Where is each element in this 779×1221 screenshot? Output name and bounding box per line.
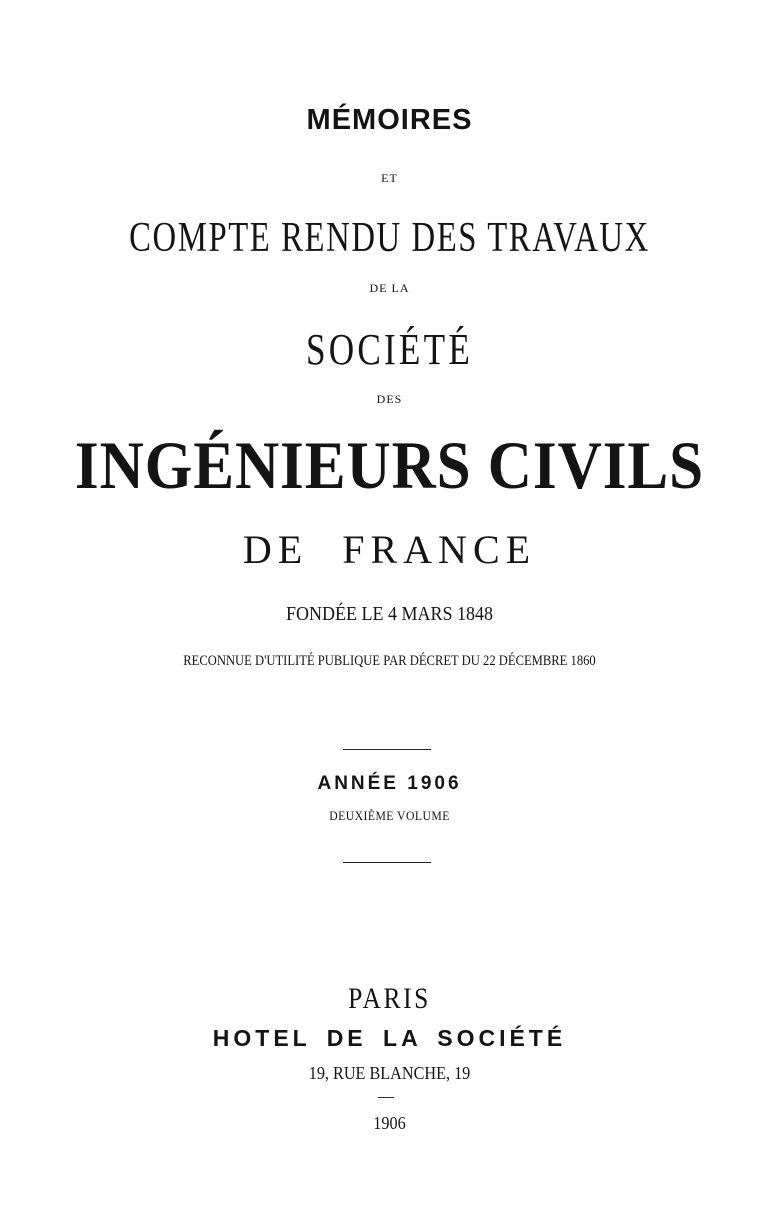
- title-de-la: DE LA: [369, 281, 410, 295]
- imprint-dash: [378, 1097, 394, 1098]
- imprint-year: 1906: [373, 1113, 406, 1133]
- volume-year: ANNÉE 1906: [317, 773, 462, 794]
- top-divider-rule: [343, 749, 431, 750]
- imprint-address: 19, RUE BLANCHE, 19: [308, 1063, 471, 1083]
- title-memoires: MÉMOIRES: [306, 104, 473, 136]
- title-compte-rendu: COMPTE RENDU DES TRAVAUX: [129, 215, 650, 261]
- founding-date: FONDÉE LE 4 MARS 1848: [285, 603, 493, 625]
- imprint-publisher: HOTEL DE LA SOCIÉTÉ: [212, 1025, 567, 1051]
- title-societe: SOCIÉTÉ: [305, 325, 474, 374]
- title-et: ET: [381, 171, 398, 185]
- bottom-divider-rule: [343, 862, 431, 863]
- title-de-france: DE FRANCE: [242, 527, 537, 572]
- title-des: DES: [376, 392, 403, 406]
- recognition-decree: RECONNUE D'UTILITÉ PUBLIQUE PAR DÉCRET DU 22 DÉCEMBRE 1860: [183, 653, 596, 669]
- volume-number: DEUXIÈME VOLUME: [329, 808, 450, 823]
- title-ingenieurs-civils: INGÉNIEURS CIVILS: [74, 427, 705, 503]
- imprint-city: PARIS: [348, 982, 431, 1015]
